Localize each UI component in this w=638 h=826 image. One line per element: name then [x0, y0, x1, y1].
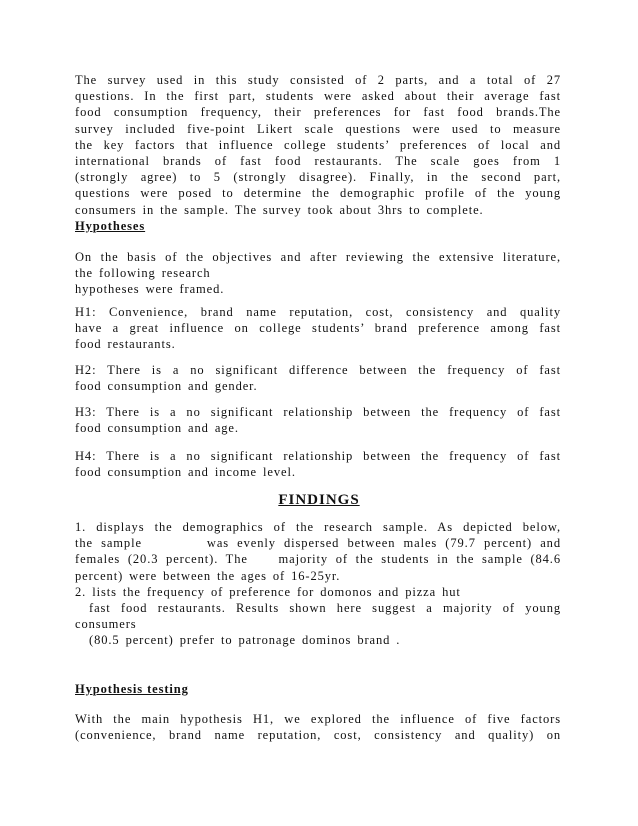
h3-line: food consumption and age. [75, 421, 239, 436]
hypotheses-intro-line: the following research [75, 266, 211, 281]
hypotheses-intro-line: hypotheses were framed. [75, 282, 225, 297]
intro-line: consumers in the sample. The survey took about 3hrs to complete. [75, 202, 484, 217]
h2-line: H2: There is a no significant difference between the frequency of fast [75, 363, 561, 377]
intro-line: survey included five-point Likert scale questions were used to measure [75, 121, 561, 136]
findings-line: females (20.3 percent). The majority of the students in the sample (84.6 [75, 552, 561, 567]
findings-line: fast food restaurants. Results shown here suggest a majority of young [89, 601, 561, 616]
hypothesis-h2 [75, 362, 561, 394]
findings-line: 2. lists the frequency of preference for domonos and pizza hut [75, 584, 461, 599]
hypotheses-intro [75, 249, 561, 298]
hypotheses-intro-line: On the basis of the objectives and after reviewing the extensive literature, [75, 250, 561, 264]
intro-line: The survey used in this study consisted of 2 parts, and a total of 27 [75, 73, 561, 87]
h3-line: H3: There is a no significant relationship between the frequency of fast [75, 405, 561, 419]
h1-line: have a great influence on college students’ brand preference among fast [75, 321, 561, 336]
findings-paragraph [75, 519, 561, 649]
findings-line: the sample was evenly dispersed between males (79.7 percent) and [75, 536, 561, 551]
hypothesis-h4 [75, 448, 561, 480]
findings-line: percent) were between the ages of 16-25yr. [75, 568, 341, 583]
hypothesis-testing-paragraph [75, 711, 561, 743]
hypothesis-h3 [75, 404, 561, 436]
hypothesis-h1 [75, 304, 561, 353]
hypothesis-testing-line: (convenience, brand name reputation, cost, consistency and quality) on [75, 728, 561, 743]
hypotheses-heading: Hypotheses [75, 219, 146, 233]
intro-line: questions. In the first part, students were asked about their average fast [75, 89, 561, 104]
h1-line: H1: Convenience, brand name reputation, cost, consistency and quality [75, 305, 561, 319]
findings-line: consumers [75, 617, 137, 632]
intro-line: international brands of fast food restaurants. The scale goes from 1 [75, 154, 561, 169]
findings-line: 1. displays the demographics of the research sample. As depicted below, [75, 520, 561, 534]
h4-line: H4: There is a no significant relationship between the frequency of fast [75, 449, 561, 463]
h4-line: food consumption and income level. [75, 465, 296, 480]
intro-line: questions were posed to determine the demographic profile of the young [75, 186, 561, 201]
intro-paragraph [75, 72, 561, 218]
hypothesis-testing-line: With the main hypothesis H1, we explored the influence of five factors [75, 712, 561, 726]
h1-line: food restaurants. [75, 337, 176, 352]
h2-line: food consumption and gender. [75, 379, 258, 394]
findings-heading: FINDINGS [278, 492, 360, 508]
intro-line: the key factors that influence college students’ preferences of local and [75, 137, 561, 152]
intro-line: (strongly agree) to 5 (strongly disagree). Finally, in the second part, [75, 170, 561, 185]
findings-line: (80.5 percent) prefer to patronage dominos brand . [89, 633, 401, 648]
intro-line: food consumption frequency, their preferences for fast food brands.The [75, 105, 561, 120]
hypothesis-testing-heading: Hypothesis testing [75, 682, 189, 696]
